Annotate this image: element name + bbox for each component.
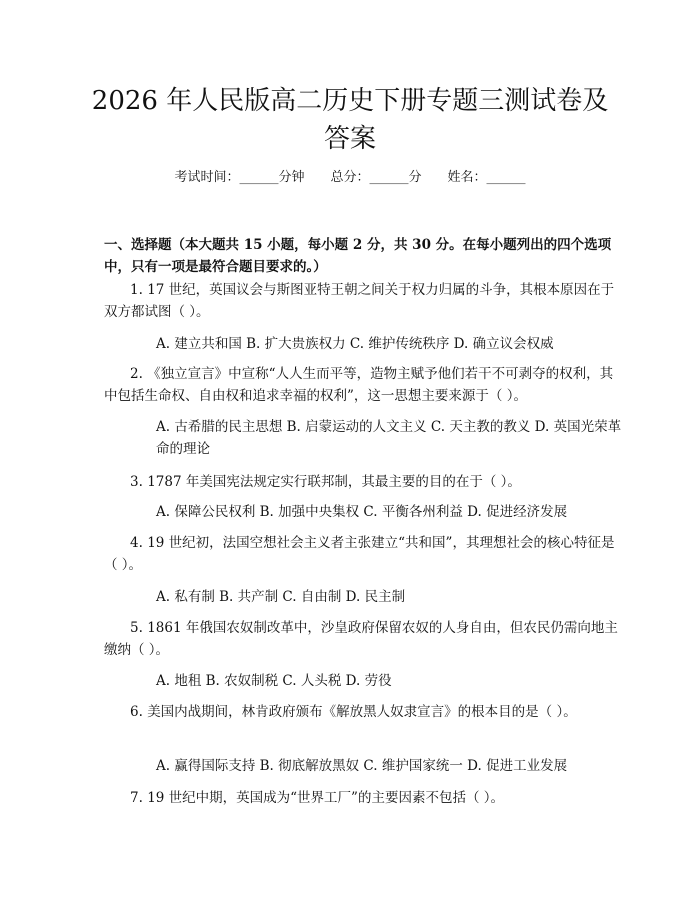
title-line-1: 2026 年人民版高二历史下册专题三测试卷及 bbox=[91, 86, 609, 116]
exam-name: 姓名：______ bbox=[447, 170, 526, 185]
question-3 bbox=[104, 471, 624, 493]
options-text: A. 赢得国际支持 B. 彻底解放黑奴 C. 维护国家统一 D. 促进工业发展 bbox=[156, 758, 568, 774]
options-text: A. 私有制 B. 共产制 C. 自由制 D. 民主制 bbox=[156, 589, 406, 605]
question-number: 1. bbox=[130, 282, 143, 298]
options-text: A. 建立共和国 B. 扩大贵族权力 C. 维护传统秩序 D. 确立议会权威 bbox=[156, 336, 554, 352]
question-number: 3. bbox=[130, 474, 143, 490]
question-text: 《独立宣言》中宣称“人人生而平等，造物主赋予他们若干不可剥夺的权利，其中包括生命权、自由权和追求幸福的权利”，这一思想主要来源于（ ）。 bbox=[104, 366, 614, 404]
options-text: A. 古希腊的民主思想 B. 启蒙运动的人文主义 C. 天主教的教义 D. 英国光荣革命的理论 bbox=[156, 419, 622, 457]
options-text: A. 保障公民权利 B. 加强中央集权 C. 平衡各州利益 D. 促进经济发展 bbox=[156, 504, 568, 520]
title-line-2: 答案 bbox=[323, 124, 376, 154]
question-4-options bbox=[104, 586, 624, 608]
question-text: 1787 年美国宪法规定实行联邦制，其最主要的目的在于（ ）。 bbox=[147, 474, 521, 490]
question-text: 17 世纪，英国议会与斯图亚特王朝之间关于权力归属的斗争，其根本原因在于双方都试图（ ）。 bbox=[104, 282, 615, 320]
question-number: 5. bbox=[130, 620, 143, 636]
question-1-options bbox=[104, 333, 624, 355]
question-4 bbox=[104, 532, 624, 576]
question-5-options bbox=[104, 670, 624, 692]
question-3-options bbox=[104, 501, 624, 523]
question-number: 2. bbox=[130, 366, 143, 382]
question-2 bbox=[104, 363, 624, 407]
question-text: 1861 年俄国农奴制改革中，沙皇政府保留农奴的人身自由，但农民仍需向地主缴纳（ ）。 bbox=[104, 620, 618, 658]
exam-meta bbox=[0, 168, 700, 188]
exam-title bbox=[0, 82, 700, 158]
question-number: 4. bbox=[130, 535, 143, 551]
question-number: 6. bbox=[130, 704, 143, 720]
question-text: 19 世纪初，法国空想社会主义者主张建立“共和国”，其理想社会的核心特征是（ ）。 bbox=[104, 535, 615, 573]
question-7 bbox=[104, 787, 624, 809]
question-number: 7. bbox=[130, 790, 143, 806]
question-2-options bbox=[104, 416, 624, 460]
question-6-options bbox=[104, 755, 624, 777]
exam-score: 总分：______分 bbox=[330, 170, 422, 185]
question-text: 美国内战期间，林肯政府颁布《解放黑人奴隶宣言》的根本目的是（ ）。 bbox=[147, 704, 577, 720]
question-6 bbox=[104, 701, 624, 723]
section-header: 一、选择题（本大题共 15 小题，每小题 2 分，共 30 分。在每小题列出的四个选项中，只有一项是最符合题目要求的。） bbox=[104, 237, 612, 275]
exam-time: 考试时间：______分钟 bbox=[174, 170, 305, 185]
question-1 bbox=[104, 279, 624, 323]
question-5 bbox=[104, 617, 624, 661]
options-text: A. 地租 B. 农奴制税 C. 人头税 D. 劳役 bbox=[156, 673, 392, 689]
question-text: 19 世纪中期，英国成为“世界工厂”的主要因素不包括（ ）。 bbox=[147, 790, 505, 806]
